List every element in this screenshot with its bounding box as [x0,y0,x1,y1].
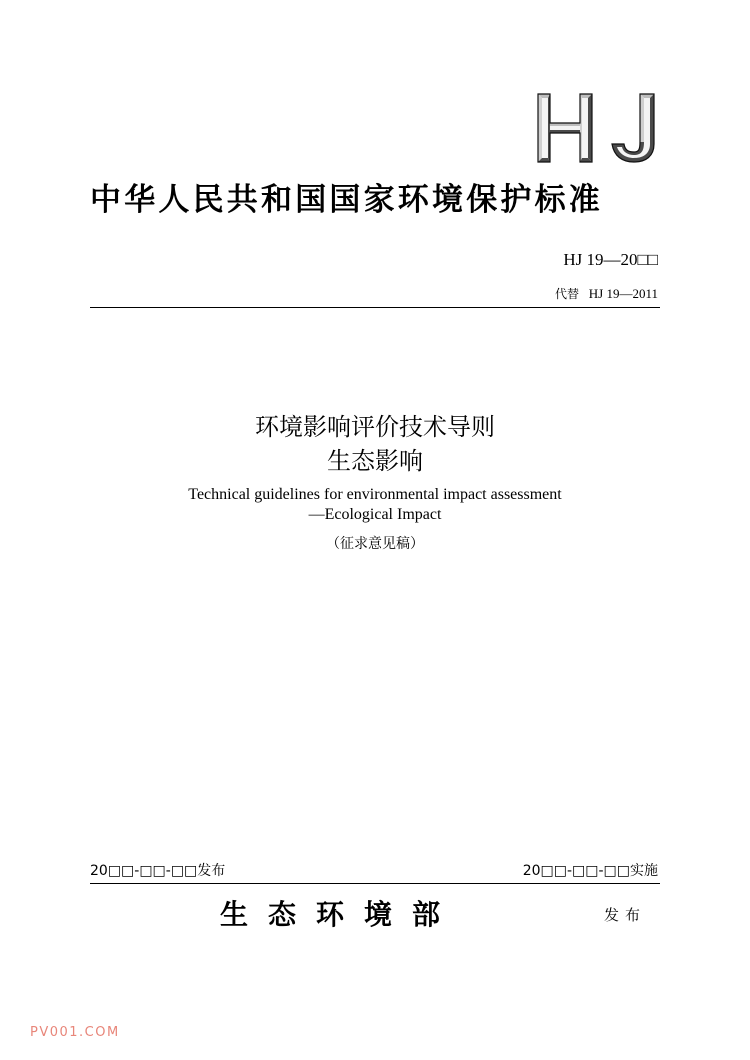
document-title-zh-line2: 生态影响 [327,447,423,475]
title-block [0,410,750,553]
draft-note: （征求意见稿） [326,536,424,552]
standard-category-title: 中华人民共和国国家环境保护标准 [90,182,603,218]
document-title-en-line1: Technical guidelines for environmental impact assessment [188,486,562,503]
replaces-number: HJ 19—2011 [588,286,658,301]
header-divider [90,307,660,308]
standard-number: HJ 19—20□□ [563,250,658,269]
issue-word: 发布 [604,906,647,924]
document-title-zh-line1: 环境影响评价技术导则 [255,413,495,441]
watermark: PV001.COM [30,1025,120,1040]
logo-letter-h [538,94,592,162]
logo-letter-j [612,94,654,162]
implementation-date: 20□□-□□-□□实施 [522,863,658,879]
document-title-en-line2: —Ecological Impact [308,506,442,523]
replaces-line [555,285,658,302]
issue-date: 20□□-□□-□□发布 [90,863,226,879]
issuing-authority: 生态环境部 [220,898,461,931]
footer-divider [90,883,660,884]
hj-logo [536,92,658,164]
hj-logo-graphic [536,92,658,164]
replaces-label: 代替 [554,287,579,301]
